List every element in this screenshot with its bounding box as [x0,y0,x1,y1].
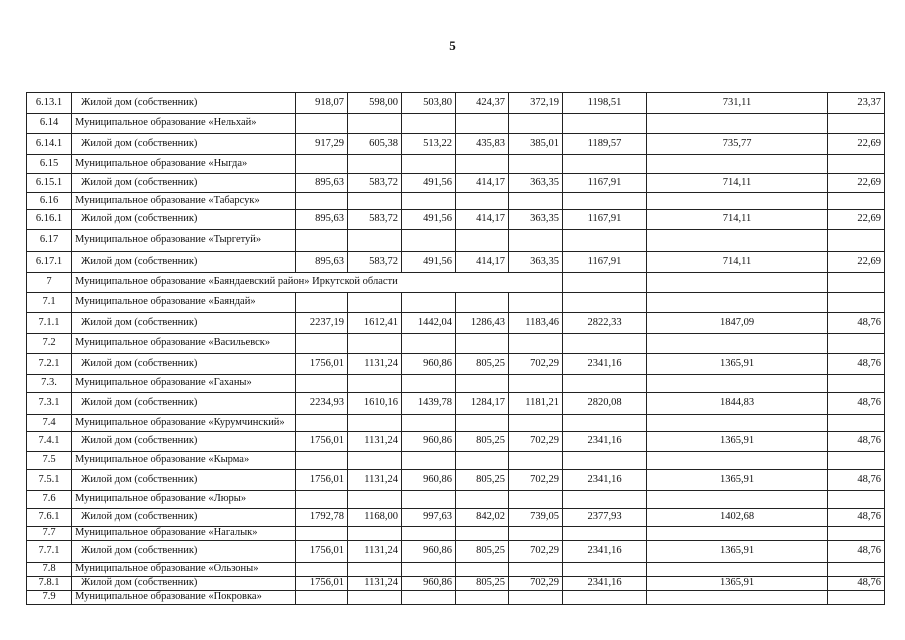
row-number-cell: 7.5 [27,452,72,470]
value-cell-5 [509,293,563,313]
value-cell-5 [509,452,563,470]
table-body [27,93,885,605]
table-row [27,293,885,313]
value-cell-8 [828,273,885,293]
value-cell-2: 583,72 [348,210,402,230]
row-name-cell: Муниципальное образование «Нельхай» [72,114,296,134]
value-cell-4 [456,452,509,470]
row-name-cell: Жилой дом (собственник) [72,432,296,452]
value-cell-4: 414,17 [456,210,509,230]
row-number-cell: 7.4 [27,415,72,432]
value-cell-8 [828,415,885,432]
table-row [27,577,885,591]
value-cell-3 [402,452,456,470]
row-number-cell: 7.2.1 [27,354,72,375]
value-cell-2: 1131,24 [348,577,402,591]
value-cell-2: 598,00 [348,93,402,114]
row-name-cell: Муниципальное образование «Покровка» [72,591,296,605]
row-name-cell: Муниципальное образование «Васильевск» [72,334,296,354]
value-cell-3 [402,155,456,174]
value-cell-1 [296,563,348,577]
value-cell-5: 739,05 [509,509,563,527]
value-cell-5: 702,29 [509,354,563,375]
value-cell-1: 895,63 [296,252,348,273]
value-cell-7 [647,114,828,134]
value-cell-7: 1847,09 [647,313,828,334]
row-name-cell: Муниципальное образование «Ользоны» [72,563,296,577]
value-cell-2: 1131,24 [348,354,402,375]
value-cell-1: 895,63 [296,174,348,193]
value-cell-7 [647,591,828,605]
value-cell-8 [828,293,885,313]
value-cell-6: 1189,57 [563,134,647,155]
value-cell-8 [828,491,885,509]
table-row [27,491,885,509]
value-cell-6 [563,563,647,577]
value-cell-1: 1756,01 [296,354,348,375]
tariff-table [26,92,885,605]
row-number-cell: 7.7 [27,527,72,541]
value-cell-7: 1365,91 [647,577,828,591]
value-cell-6 [563,415,647,432]
value-cell-6 [563,375,647,393]
value-cell-5: 702,29 [509,432,563,452]
row-name-cell: Жилой дом (собственник) [72,354,296,375]
value-cell-1 [296,452,348,470]
row-name-cell: Жилой дом (собственник) [72,577,296,591]
row-number-cell: 7.3.1 [27,393,72,415]
row-name-cell: Муниципальное образование «Табарсук» [72,193,296,210]
value-cell-4 [456,193,509,210]
value-cell-4: 414,17 [456,174,509,193]
value-cell-4 [456,591,509,605]
row-name-cell: Муниципальное образование «Люры» [72,491,296,509]
row-name-cell: Жилой дом (собственник) [72,470,296,491]
value-cell-3: 513,22 [402,134,456,155]
row-number-cell: 6.15 [27,155,72,174]
table-row [27,509,885,527]
table-row [27,193,885,210]
value-cell-7: 1402,68 [647,509,828,527]
table-row [27,563,885,577]
row-number-cell: 7.4.1 [27,432,72,452]
value-cell-2: 1168,00 [348,509,402,527]
row-name-cell: Жилой дом (собственник) [72,134,296,155]
value-cell-1: 918,07 [296,93,348,114]
value-cell-5 [509,375,563,393]
value-cell-2 [348,591,402,605]
value-cell-5: 1183,46 [509,313,563,334]
table-row [27,452,885,470]
value-cell-8: 22,69 [828,174,885,193]
row-name-cell: Муниципальное образование «Баяндаевский район» Иркутской области [72,273,563,293]
table-row [27,334,885,354]
value-cell-3 [402,415,456,432]
value-cell-1: 1792,78 [296,509,348,527]
value-cell-2 [348,114,402,134]
value-cell-6: 2820,08 [563,393,647,415]
row-number-cell: 7.8 [27,563,72,577]
table-row [27,354,885,375]
value-cell-7: 1844,83 [647,393,828,415]
value-cell-5 [509,193,563,210]
row-name-cell: Жилой дом (собственник) [72,509,296,527]
row-number-cell: 7.1 [27,293,72,313]
value-cell-2: 1131,24 [348,541,402,563]
value-cell-3 [402,193,456,210]
value-cell-3 [402,527,456,541]
value-cell-4: 805,25 [456,541,509,563]
value-cell-6: 2377,93 [563,509,647,527]
row-number-cell: 6.14 [27,114,72,134]
value-cell-5 [509,415,563,432]
value-cell-3: 503,80 [402,93,456,114]
value-cell-2 [348,452,402,470]
row-number-cell: 7.1.1 [27,313,72,334]
row-name-cell: Муниципальное образование «Нагалык» [72,527,296,541]
value-cell-7 [647,334,828,354]
value-cell-6 [563,273,647,293]
value-cell-7 [647,491,828,509]
value-cell-2 [348,527,402,541]
value-cell-8 [828,193,885,210]
value-cell-1: 1756,01 [296,577,348,591]
value-cell-6 [563,527,647,541]
value-cell-3 [402,591,456,605]
value-cell-4: 414,17 [456,252,509,273]
row-name-cell: Жилой дом (собственник) [72,541,296,563]
value-cell-8 [828,563,885,577]
value-cell-1: 1756,01 [296,541,348,563]
value-cell-1 [296,230,348,252]
value-cell-5 [509,563,563,577]
value-cell-6 [563,452,647,470]
value-cell-5: 372,19 [509,93,563,114]
value-cell-3: 960,86 [402,541,456,563]
table-row [27,541,885,563]
value-cell-5 [509,155,563,174]
value-cell-4: 435,83 [456,134,509,155]
table-row [27,393,885,415]
row-number-cell: 6.16 [27,193,72,210]
value-cell-7: 1365,91 [647,470,828,491]
table-row [27,470,885,491]
value-cell-2: 605,38 [348,134,402,155]
row-name-cell: Жилой дом (собственник) [72,210,296,230]
value-cell-1: 1756,01 [296,432,348,452]
row-name-cell: Муниципальное образование «Тыргетуй» [72,230,296,252]
value-cell-7: 1365,91 [647,432,828,452]
row-name-cell: Жилой дом (собственник) [72,93,296,114]
value-cell-1 [296,415,348,432]
value-cell-4: 805,25 [456,432,509,452]
value-cell-8: 48,76 [828,541,885,563]
value-cell-4 [456,527,509,541]
value-cell-2 [348,415,402,432]
value-cell-8: 22,69 [828,210,885,230]
value-cell-5: 363,35 [509,210,563,230]
table-row [27,134,885,155]
table-row [27,432,885,452]
value-cell-7 [647,415,828,432]
value-cell-6 [563,193,647,210]
value-cell-7 [647,273,828,293]
value-cell-8 [828,591,885,605]
value-cell-5: 385,01 [509,134,563,155]
row-name-cell: Жилой дом (собственник) [72,313,296,334]
value-cell-6: 1167,91 [563,174,647,193]
value-cell-2 [348,155,402,174]
row-name-cell: Муниципальное образование «Баяндай» [72,293,296,313]
value-cell-6 [563,591,647,605]
value-cell-1: 2234,93 [296,393,348,415]
value-cell-2 [348,193,402,210]
value-cell-4 [456,114,509,134]
value-cell-8: 48,76 [828,313,885,334]
row-number-cell: 7.7.1 [27,541,72,563]
row-name-cell: Жилой дом (собственник) [72,252,296,273]
value-cell-3 [402,491,456,509]
value-cell-1: 917,29 [296,134,348,155]
value-cell-5 [509,527,563,541]
table-row [27,93,885,114]
table-row [27,415,885,432]
value-cell-6: 1198,51 [563,93,647,114]
row-number-cell: 7.3. [27,375,72,393]
value-cell-6: 2341,16 [563,354,647,375]
value-cell-8 [828,155,885,174]
row-number-cell: 7.6.1 [27,509,72,527]
value-cell-7 [647,375,828,393]
value-cell-1 [296,193,348,210]
table-row [27,114,885,134]
value-cell-5: 702,29 [509,577,563,591]
value-cell-7 [647,452,828,470]
table-row [27,375,885,393]
value-cell-7: 714,11 [647,252,828,273]
value-cell-6 [563,155,647,174]
value-cell-1: 2237,19 [296,313,348,334]
value-cell-7 [647,193,828,210]
value-cell-4: 805,25 [456,577,509,591]
row-number-cell: 7 [27,273,72,293]
value-cell-7: 1365,91 [647,354,828,375]
value-cell-6: 2341,16 [563,470,647,491]
row-number-cell: 6.15.1 [27,174,72,193]
value-cell-8: 22,69 [828,134,885,155]
value-cell-3: 960,86 [402,577,456,591]
value-cell-3 [402,293,456,313]
value-cell-8 [828,114,885,134]
value-cell-8: 23,37 [828,93,885,114]
value-cell-3: 491,56 [402,252,456,273]
value-cell-6 [563,230,647,252]
row-name-cell: Жилой дом (собственник) [72,393,296,415]
row-name-cell: Муниципальное образование «Гаханы» [72,375,296,393]
page-number: 5 [449,38,456,53]
value-cell-4: 805,25 [456,354,509,375]
value-cell-1 [296,155,348,174]
value-cell-2: 1610,16 [348,393,402,415]
value-cell-1 [296,334,348,354]
value-cell-7 [647,230,828,252]
value-cell-7: 1365,91 [647,541,828,563]
value-cell-6: 2341,16 [563,541,647,563]
value-cell-6: 1167,91 [563,210,647,230]
value-cell-8 [828,527,885,541]
table-row [27,230,885,252]
row-number-cell: 6.17 [27,230,72,252]
value-cell-3 [402,563,456,577]
value-cell-2 [348,491,402,509]
value-cell-8 [828,375,885,393]
value-cell-8 [828,452,885,470]
value-cell-2 [348,230,402,252]
row-name-cell: Муниципальное образование «Курумчинский» [72,415,296,432]
value-cell-7 [647,563,828,577]
value-cell-2 [348,334,402,354]
value-cell-8: 48,76 [828,354,885,375]
value-cell-2: 583,72 [348,174,402,193]
value-cell-7 [647,155,828,174]
value-cell-7: 735,77 [647,134,828,155]
row-number-cell: 6.13.1 [27,93,72,114]
value-cell-7: 731,11 [647,93,828,114]
value-cell-2: 1612,41 [348,313,402,334]
row-number-cell: 7.6 [27,491,72,509]
value-cell-5 [509,491,563,509]
value-cell-4 [456,293,509,313]
value-cell-3 [402,230,456,252]
value-cell-4 [456,563,509,577]
table-row [27,527,885,541]
value-cell-8: 22,69 [828,252,885,273]
row-number-cell: 6.17.1 [27,252,72,273]
value-cell-1 [296,375,348,393]
value-cell-2: 583,72 [348,252,402,273]
value-cell-7: 714,11 [647,174,828,193]
value-cell-4: 424,37 [456,93,509,114]
table-row [27,210,885,230]
value-cell-8 [828,334,885,354]
value-cell-3: 960,86 [402,354,456,375]
value-cell-8: 48,76 [828,509,885,527]
table-row [27,252,885,273]
row-name-cell: Жилой дом (собственник) [72,174,296,193]
table-row [27,313,885,334]
value-cell-1: 1756,01 [296,470,348,491]
value-cell-8: 48,76 [828,577,885,591]
value-cell-7: 714,11 [647,210,828,230]
value-cell-3 [402,334,456,354]
row-number-cell: 6.16.1 [27,210,72,230]
row-number-cell: 6.14.1 [27,134,72,155]
table-row [27,155,885,174]
value-cell-2 [348,563,402,577]
value-cell-3: 1439,78 [402,393,456,415]
value-cell-6 [563,491,647,509]
value-cell-4 [456,415,509,432]
value-cell-5: 363,35 [509,252,563,273]
value-cell-8 [828,230,885,252]
value-cell-8: 48,76 [828,470,885,491]
value-cell-6 [563,293,647,313]
row-name-cell: Муниципальное образование «Ныгда» [72,155,296,174]
value-cell-5: 363,35 [509,174,563,193]
value-cell-6: 2341,16 [563,432,647,452]
value-cell-1 [296,293,348,313]
value-cell-4 [456,334,509,354]
value-cell-5: 702,29 [509,470,563,491]
value-cell-6: 2341,16 [563,577,647,591]
value-cell-3: 960,86 [402,470,456,491]
value-cell-1 [296,114,348,134]
value-cell-3 [402,114,456,134]
value-cell-6: 1167,91 [563,252,647,273]
value-cell-8: 48,76 [828,432,885,452]
value-cell-4: 1286,43 [456,313,509,334]
value-cell-6 [563,334,647,354]
value-cell-3: 1442,04 [402,313,456,334]
value-cell-4 [456,155,509,174]
value-cell-4: 805,25 [456,470,509,491]
value-cell-3: 960,86 [402,432,456,452]
value-cell-7 [647,527,828,541]
row-number-cell: 7.8.1 [27,577,72,591]
table-row [27,174,885,193]
value-cell-5 [509,230,563,252]
value-cell-2: 1131,24 [348,470,402,491]
value-cell-3 [402,375,456,393]
value-cell-2 [348,375,402,393]
row-number-cell: 7.5.1 [27,470,72,491]
value-cell-3: 491,56 [402,210,456,230]
value-cell-6 [563,114,647,134]
value-cell-5 [509,334,563,354]
row-name-cell: Муниципальное образование «Кырма» [72,452,296,470]
value-cell-2 [348,293,402,313]
value-cell-5: 1181,21 [509,393,563,415]
table-row [27,273,885,293]
value-cell-4: 842,02 [456,509,509,527]
value-cell-4 [456,491,509,509]
value-cell-1 [296,527,348,541]
value-cell-7 [647,293,828,313]
value-cell-1 [296,491,348,509]
value-cell-4 [456,230,509,252]
value-cell-5 [509,591,563,605]
value-cell-3: 997,63 [402,509,456,527]
value-cell-5 [509,114,563,134]
value-cell-2: 1131,24 [348,432,402,452]
value-cell-3: 491,56 [402,174,456,193]
value-cell-8: 48,76 [828,393,885,415]
table-row [27,591,885,605]
value-cell-4: 1284,17 [456,393,509,415]
value-cell-1: 895,63 [296,210,348,230]
row-number-cell: 7.2 [27,334,72,354]
row-number-cell: 7.9 [27,591,72,605]
value-cell-1 [296,591,348,605]
value-cell-5: 702,29 [509,541,563,563]
value-cell-6: 2822,33 [563,313,647,334]
value-cell-4 [456,375,509,393]
